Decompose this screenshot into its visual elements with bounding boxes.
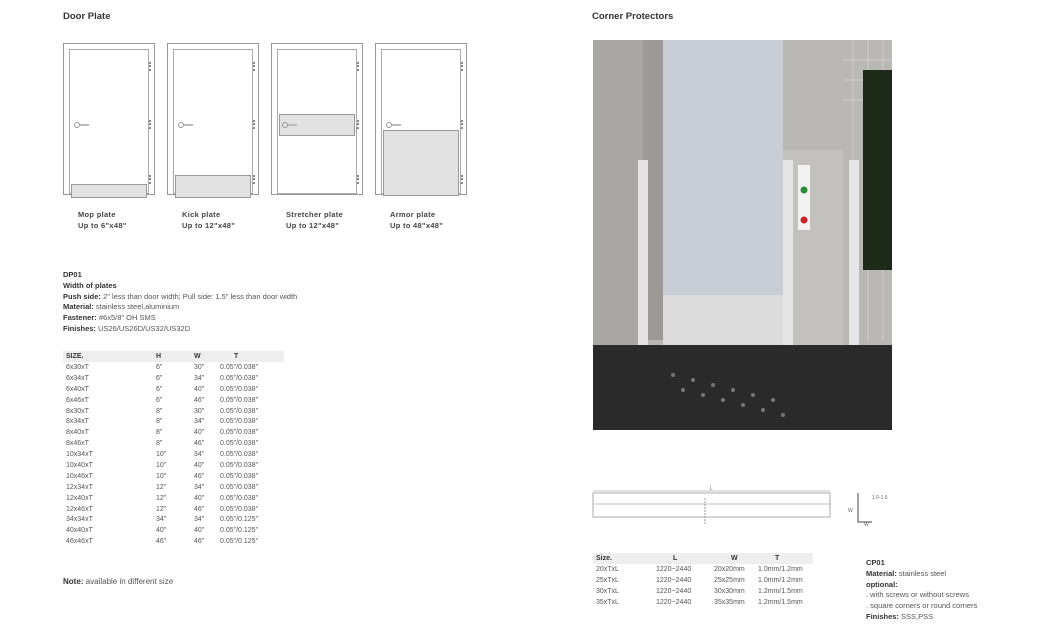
- table-row: [63, 449, 284, 460]
- table-cell: 10x34xT: [66, 451, 93, 459]
- corner-protector-table: [593, 553, 813, 608]
- table-cell: 40x40xT: [66, 527, 93, 535]
- table-cell: 30": [194, 363, 205, 371]
- table-cell: 1220~2440: [656, 598, 692, 606]
- table-cell: 40": [194, 429, 205, 437]
- table-cell: 10x46xT: [66, 472, 93, 480]
- plate: [383, 130, 459, 196]
- table-cell: 0.05"/0.038": [220, 505, 259, 513]
- column-header: W: [711, 553, 755, 564]
- spec-line: Material: stainless steel,aluminium: [63, 302, 180, 312]
- table-cell: 40": [156, 527, 167, 535]
- table-cell: 0.05"/0.038": [220, 483, 259, 491]
- table-cell: 1220~2440: [656, 565, 692, 573]
- door-caption: Stretcher plate Up to 12"x48": [286, 210, 344, 230]
- table-cell: 6": [156, 396, 163, 404]
- dp01-specs: [63, 270, 297, 335]
- table-cell: 40": [194, 494, 205, 502]
- table-cell: 6": [156, 374, 163, 382]
- table-row: [63, 525, 284, 536]
- corner-protector-drawing: [590, 484, 900, 529]
- table-row: [63, 482, 284, 493]
- table-cell: 34": [194, 451, 205, 459]
- column-header: W: [191, 351, 217, 362]
- table-row: [63, 362, 284, 373]
- table-cell: 6": [156, 363, 163, 371]
- table-cell: 40": [194, 527, 205, 535]
- table-cell: 0.05"/0.038": [220, 494, 259, 502]
- svg-text:W: W: [848, 508, 853, 514]
- table-cell: 20xTxL: [596, 565, 619, 573]
- table-cell: 1220~2440: [656, 587, 692, 595]
- column-header: T: [217, 351, 284, 362]
- spec-line: Finishes: US26/US26D/US32/US32D: [63, 323, 191, 333]
- table-cell: 1.2mm/1.5mm: [758, 598, 803, 606]
- table-cell: 40": [194, 385, 205, 393]
- table-row: [63, 536, 284, 547]
- table-cell: 46x46xT: [66, 538, 93, 546]
- table-cell: 12": [156, 494, 167, 502]
- table-row: [63, 373, 284, 384]
- table-cell: 46": [194, 396, 205, 404]
- svg-text:1.0-1.5: 1.0-1.5: [872, 495, 888, 501]
- door-diagram-mop-plate: [63, 43, 155, 195]
- table-cell: 35xTxL: [596, 598, 619, 606]
- table-cell: 8": [156, 440, 163, 448]
- table-cell: 0.05"/0.038": [220, 429, 259, 437]
- table-cell: 1.2mm/1.5mm: [758, 587, 803, 595]
- table-cell: 46": [194, 538, 205, 546]
- column-header: Size.: [593, 553, 653, 564]
- table-cell: 12x46xT: [66, 505, 93, 513]
- table-cell: 6": [156, 385, 163, 393]
- table-cell: 8x30xT: [66, 407, 89, 415]
- table-cell: 0.05"/0.038": [220, 374, 259, 382]
- table-row: [63, 427, 284, 438]
- note: Note: available in different size: [63, 577, 174, 586]
- door-caption: Armor plate Up to 48"x48": [390, 210, 444, 230]
- door-plate-table: [63, 351, 284, 547]
- table-cell: 10": [156, 461, 167, 469]
- table-cell: 6x34xT: [66, 374, 89, 382]
- table-row: [63, 416, 284, 427]
- plate: [71, 184, 147, 198]
- door-caption: Kick plate Up to 12"x48": [182, 210, 236, 230]
- table-cell: 34": [156, 516, 167, 524]
- cp01-specs: CP01 Material: stainless steel optional: . with screws or without screws . square corners or round corners Finishes: SSS,PSS: [866, 558, 978, 621]
- table-row: [63, 460, 284, 471]
- column-header: L: [653, 553, 711, 564]
- table-cell: 25x25mm: [714, 576, 745, 584]
- table-cell: 0.05"/0.038": [220, 472, 259, 480]
- table-cell: 0.05"/0.038": [220, 385, 259, 393]
- table-row: [63, 471, 284, 482]
- table-cell: 0.05"/0.038": [220, 451, 259, 459]
- table-cell: 10": [156, 472, 167, 480]
- table-cell: 8x46xT: [66, 440, 89, 448]
- table-cell: 40": [194, 461, 205, 469]
- table-cell: 0.05"/0.038": [220, 407, 259, 415]
- table-cell: 12": [156, 483, 167, 491]
- table-row: [63, 504, 284, 515]
- table-cell: 34x34xT: [66, 516, 93, 524]
- table-cell: 46": [194, 472, 205, 480]
- table-cell: 34": [194, 516, 205, 524]
- table-cell: 0.05"/0.038": [220, 363, 259, 371]
- table-cell: 0.05"/0.125": [220, 527, 259, 535]
- table-cell: 8": [156, 429, 163, 437]
- table-cell: 35x35mm: [714, 598, 745, 606]
- table-cell: 1220~2440: [656, 576, 692, 584]
- table-cell: 30xTxL: [596, 587, 619, 595]
- product-code: DP01: [63, 270, 82, 279]
- table-cell: 0.05"/0.038": [220, 461, 259, 469]
- table-cell: 30": [194, 407, 205, 415]
- table-row: [593, 564, 813, 575]
- column-header: H: [153, 351, 191, 362]
- table-cell: 30x30mm: [714, 587, 745, 595]
- table-cell: 46": [156, 538, 167, 546]
- table-cell: 12": [156, 505, 167, 513]
- table-cell: 0.05"/0.038": [220, 440, 259, 448]
- door-plate-title: Door Plate: [63, 11, 111, 22]
- table-cell: 6x46xT: [66, 396, 89, 404]
- table-row: [593, 597, 813, 608]
- table-cell: 6x40xT: [66, 385, 89, 393]
- corner-protectors-title: Corner Protectors: [592, 11, 674, 22]
- table-cell: 8x34xT: [66, 418, 89, 426]
- table-row: [593, 586, 813, 597]
- door-diagram-kick-plate: [167, 43, 259, 195]
- svg-text:W: W: [864, 522, 869, 528]
- door-caption: Mop plate Up to 6"x48": [78, 210, 127, 230]
- door-diagram-stretcher-plate: [271, 43, 363, 195]
- table-cell: 1.0mm/1.2mm: [758, 576, 803, 584]
- table-cell: 1.0mm/1.2mm: [758, 565, 803, 573]
- table-row: [63, 514, 284, 525]
- table-cell: 34": [194, 483, 205, 491]
- table-row: [63, 438, 284, 449]
- corner-protector-photo: [593, 40, 892, 430]
- table-row: [63, 395, 284, 406]
- door-diagram-armor-plate: [375, 43, 467, 195]
- table-row: [63, 493, 284, 504]
- table-cell: 8x40xT: [66, 429, 89, 437]
- column-header: SIZE.: [63, 351, 153, 362]
- column-header: T: [755, 553, 813, 564]
- table-row: [593, 575, 813, 586]
- table-row: [63, 384, 284, 395]
- table-cell: 8": [156, 418, 163, 426]
- table-cell: 12x34xT: [66, 483, 93, 491]
- table-cell: 10x40xT: [66, 461, 93, 469]
- plate: [175, 175, 251, 198]
- table-cell: 34": [194, 374, 205, 382]
- spec-line: Fastener: #6x5/8" OH SMS: [63, 313, 156, 323]
- table-cell: 8": [156, 407, 163, 415]
- table-cell: 0.05"/0.038": [220, 396, 259, 404]
- table-cell: 20x20mm: [714, 565, 745, 573]
- table-row: [63, 406, 284, 417]
- table-cell: 46": [194, 440, 205, 448]
- table-cell: 25xTxL: [596, 576, 619, 584]
- table-cell: 0.05"/0.125": [220, 516, 259, 524]
- table-cell: 46": [194, 505, 205, 513]
- table-cell: 0.05"/0.125": [220, 538, 259, 546]
- table-cell: 6x30xT: [66, 363, 89, 371]
- svg-text:L: L: [710, 486, 713, 492]
- table-cell: 10": [156, 451, 167, 459]
- table-cell: 34": [194, 418, 205, 426]
- table-cell: 0.05"/0.038": [220, 418, 259, 426]
- width-title: Width of plates: [63, 280, 117, 290]
- table-cell: 12x40xT: [66, 494, 93, 502]
- spec-line: Push side: 2" less than door width; Pull side: 1.5" less than door width: [63, 291, 298, 301]
